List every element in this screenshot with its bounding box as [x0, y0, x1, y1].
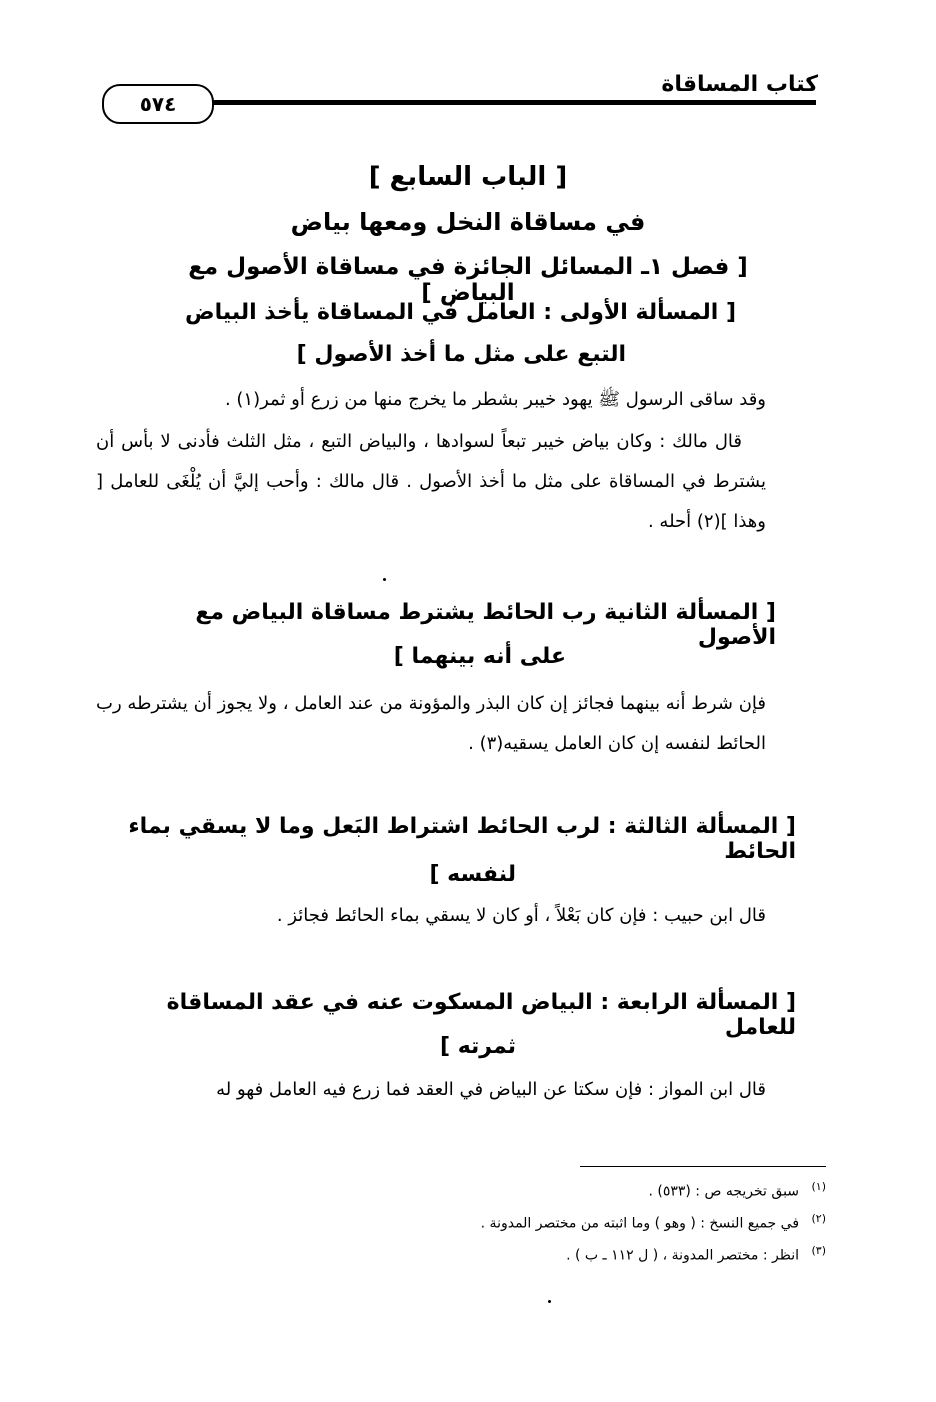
- page-speck: [383, 578, 386, 581]
- issue-1-heading-line1: [ المسألة الأولى : العامل في المساقاة يأخذ البياض: [185, 300, 736, 325]
- issue-3-heading-line2: لنفسه ]: [429, 862, 516, 887]
- page-speck: [548, 1300, 551, 1303]
- issue-2-paragraph: فإن شرط أنه بينهما فجائز إن كان البذر والمؤونة من عند العامل ، ولا يجوز أن يشترطه رب الحائط لنفسه إن كان العامل يسقيه(٣) .: [96, 693, 766, 754]
- footnote-1: [186, 1180, 826, 1200]
- issue-1-paragraph-1: وقد ساقى الرسول ﷺ يهود خيبر بشطر ما يخرج منها من زرع أو ثمر(١) .: [224, 389, 766, 410]
- page-number: ٥٧٤: [102, 84, 214, 124]
- issue-4-heading-line1: [ المسألة الرابعة : البياض المسكوت عنه في عقد المساقاة للعامل: [166, 990, 796, 1040]
- issue-1-heading-line2: التبع على مثل ما أخذ الأصول ]: [296, 342, 626, 367]
- issue-1-paragraph-2: قال مالك : وكان بياض خيبر تبعاً لسوادها ، والبياض التبع ، مثل الثلث فأدنى لا بأس أن يشترط في المساقاة على مثل ما أخذ الأصول . قال مالك : وأحب إليَّ أن يُلْغَى للعامل [ وهذا ](٢) أحله .: [96, 431, 766, 532]
- footnote-1-text: سبق تخريجه ص : (٥٣٣) .: [648, 1183, 800, 1200]
- chapter-subtitle: في مساقاة النخل ومعها بياض: [290, 208, 646, 236]
- footnote-3-mark: (٣): [811, 1244, 826, 1257]
- footnote-2: [186, 1212, 826, 1232]
- issue-2-heading-line2: على أنه بينهما ]: [393, 644, 566, 669]
- footnote-3-text: انظر : مختصر المدونة ، ( ل ١١٢ ـ ب ) .: [566, 1247, 800, 1264]
- section-title: [ فصل ١ـ المسائل الجائزة في مساقاة الأصول مع البياض ]: [188, 254, 748, 306]
- chapter-title: [ الباب السابع ]: [368, 162, 568, 192]
- issue-3-heading-line1: [ المسألة الثالثة : لرب الحائط اشتراط البَعل وما لا يسقي بماء الحائط: [128, 814, 796, 864]
- header-rule: [120, 100, 816, 105]
- footnote-3: [186, 1244, 826, 1264]
- issue-4-heading-line2: ثمرته ]: [439, 1034, 516, 1059]
- issue-4-paragraph: قال ابن المواز : فإن سكتا عن البياض في العقد فما زرع فيه العامل فهو له: [216, 1079, 766, 1100]
- footnote-2-text: في جميع النسخ : ( وهو ) وما اثبته من مختصر المدونة .: [480, 1215, 800, 1232]
- footnote-1-mark: (١): [811, 1180, 826, 1193]
- footnote-rule: [580, 1166, 826, 1167]
- issue-3-paragraph: قال ابن حبيب : فإن كان بَعْلاً ، أو كان لا يسقي بماء الحائط فجائز .: [276, 905, 766, 926]
- footnote-2-mark: (٢): [811, 1212, 826, 1225]
- issue-2-heading-line1: [ المسألة الثانية رب الحائط يشترط مساقاة البياض مع الأصول: [195, 600, 776, 650]
- running-header-title: كتاب المساقاة: [661, 72, 818, 97]
